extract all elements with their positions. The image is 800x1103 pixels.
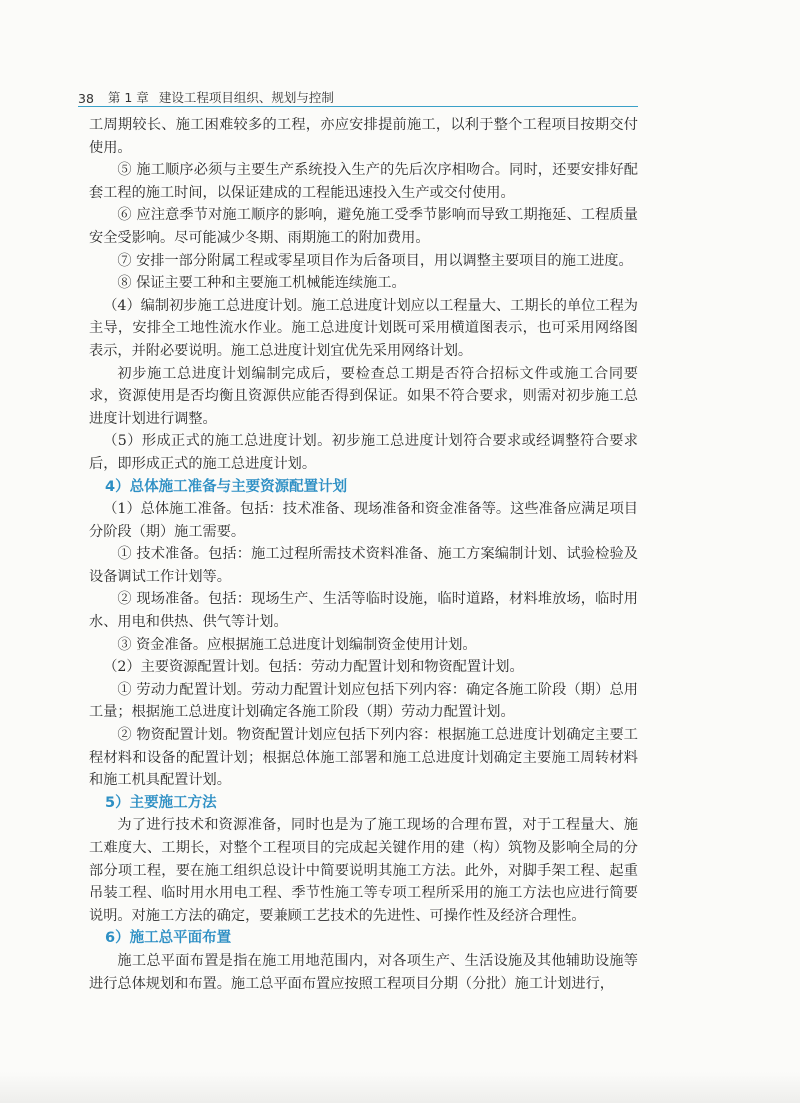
section-heading: 5）主要施工方法 [105,794,217,811]
paragraph: 工周期较长、施工困难较多的工程，亦应安排提前施工，以利于整个工程项目按期交付使用。 [89,117,638,156]
paragraph: ⑥ 应注意季节对施工顺序的影响，避免施工受季节影响而导致工期拖延、工程质量安全受影响。尽可能减少冬期、雨期施工的附加费用。 [89,207,638,246]
paragraph: （4）编制初步施工总进度计划。施工总进度计划应以工程量大、工期长的单位工程为主导，安排全工地性流水作业。施工总进度计划既可采用横道图表示，也可采用网络图表示，并附必要说明。施工总进度计划宜优先采用网络计划。 [89,297,638,359]
chapter-title: 建设工程项目组织、规划与控制 [158,90,334,105]
paragraph: （5）形成正式的施工总进度计划。初步施工总进度计划符合要求或经调整符合要求后，即形成正式的施工总进度计划。 [89,433,638,472]
paragraph: 为了进行技术和资源准备，同时也是为了施工现场的合理布置，对于工程量大、施工难度大、工期长，对整个工程项目的完成起关键作用的建（构）筑物及影响全局的分部分项工程，要在施工组织总设计中简要说明其施工方法。此外，对脚手架工程、起重吊装工程、临时用水用电工程、季节性施工等专项工程所采用的施工方法也应进行简要说明。对施工方法的确定，要兼顾工艺技术的先进性、可操作性及经济合理性。 [89,817,638,924]
paragraph: ① 劳动力配置计划。劳动力配置计划应包括下列内容：确定各施工阶段（期）总用工量；根据施工总进度计划确定各施工阶段（期）劳动力配置计划。 [89,681,638,721]
section-heading: 4）总体施工准备与主要资源配置计划 [105,478,348,495]
page-bottom-edge [0,1072,800,1103]
running-header [78,84,638,106]
paragraph: ⑤ 施工顺序必须与主要生产系统投入生产的先后次序相吻合。同时，还要安排好配套工程的施工时间，以保证建成的工程能迅速投入生产或交付使用。 [89,162,638,201]
section-heading: 6）施工总平面布置 [105,930,232,947]
header-rule [78,106,638,107]
paragraph: 初步施工总进度计划编制完成后，要检查总工期是否符合招标文件或施工合同要求，资源使用是否均衡且资源供应能否得到保证。如果不符合要求，则需对初步施工总进度计划进行调整。 [89,365,638,427]
paragraph: 施工总平面布置是指在施工用地范围内，对各项生产、生活设施及其他辅助设施等进行总体规划和布置。施工总平面布置应按照工程项目分期（分批）施工计划进行， [89,952,638,992]
paragraph: ① 技术准备。包括：施工过程所需技术资料准备、施工方案编制计划、试验检验及设备调试工作计划等。 [89,546,638,585]
page-body [89,114,638,995]
chapter-label: 第 1 章 [107,90,149,105]
paragraph: ⑧ 保证主要工种和主要施工机械能连续施工。 [117,275,406,292]
page-number: 38 [78,91,94,106]
paragraph: ② 物资配置计划。物资配置计划应包括下列内容：根据施工总进度计划确定主要工程材料和设备的配置计划；根据总体施工部署和施工总进度计划确定主要施工周转材料和施工机具配置计划。 [89,727,638,789]
paragraph: （2）主要资源配置计划。包括：劳动力配置计划和物资配置计划。 [103,659,524,676]
paragraph: ⑦ 安排一部分附属工程或零星项目作为后备项目，用以调整主要项目的施工进度。 [117,252,633,269]
paragraph: ② 现场准备。包括：现场生产、生活等临时设施，临时道路，材料堆放场，临时用水、用电和供热、供气等计划。 [89,591,638,631]
paragraph: ③ 资金准备。应根据施工总进度计划编制资金使用计划。 [117,636,477,653]
paragraph: （1）总体施工准备。包括：技术准备、现场准备和资金准备等。这些准备应满足项目分阶段（期）施工需要。 [89,501,638,540]
